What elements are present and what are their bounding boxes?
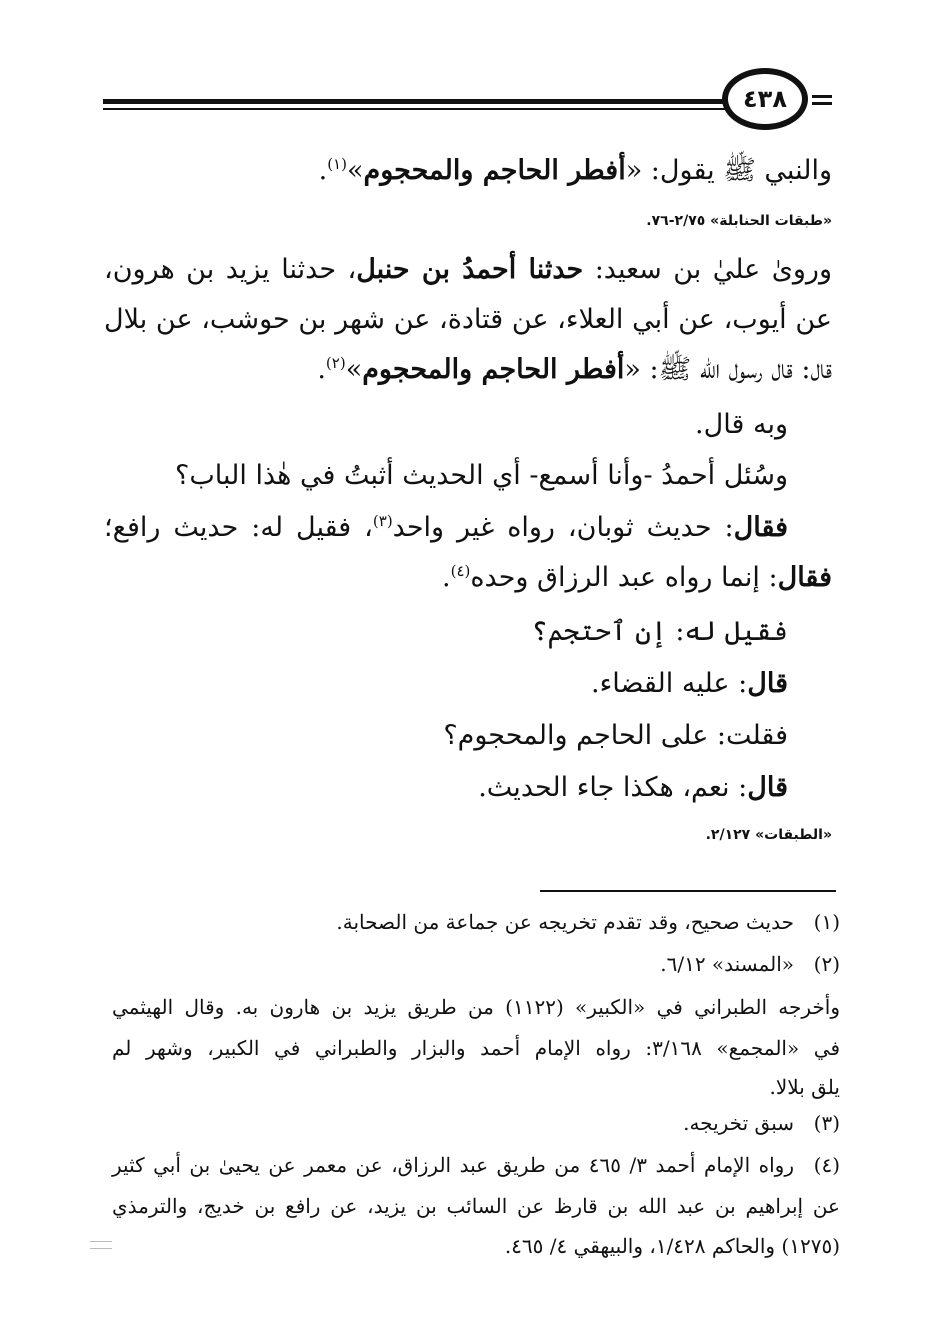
text-line-7: فقال: حديث ثوبان، رواه غير واحد$^{(٣)}$، فقيل له: حديث رافع؛ — [104, 512, 789, 543]
header-rule-right-lower — [812, 102, 832, 105]
footnote-2-line-1: وأخرجه الطبراني في «الكبير» (١١٢٢) من طريق يزيد بن هارون به. وقال الهيثمي — [112, 995, 840, 1019]
footnote-2-number: (٢) — [813, 952, 840, 976]
footnote-3-text: سبق تخريجه. — [683, 1111, 794, 1135]
text-line-2: وروىٰ عليٰ بن سعيد: حدثنا أحمدُ بن حنبل، حدثنا يزيد بن هرون، — [104, 254, 832, 285]
footnote-2-line-2: في «المجمع» ٣/١٦٨: رواه الإمام أحمد والبزار والطبراني في الكبير، وشهر لم — [112, 1036, 841, 1060]
text-line-5: وبه قال. — [695, 409, 788, 440]
footnote-4-line-2: عن إبراهيم بن عبد الله بن قارظ عن السائب بن يزيد، عن رافع بن خديج، والترمذي — [112, 1194, 840, 1218]
footnote-4-line-3: (١٢٧٥) والحاكم ١/٤٢٨، والبيهقي ٤/ ٤٦٥. — [504, 1234, 840, 1258]
text-line-9: فقيل له: إن ٱحتجم؟ — [531, 616, 788, 647]
text-line-1: والنبي ﷺ يقول: «أفطر الحاجم والمحجوم»$^{(١)}$. — [318, 155, 832, 186]
text-line-10: قال: عليه القضاء. — [590, 668, 788, 699]
text-line-8: فقال: إنما رواه عبد الرزاق وحده$^{(٤)}$. — [442, 562, 832, 593]
text-line-6: وسُئل أحمدُ -وأنا أسمع- أي الحديث أثبتُ في هٰذا الباب؟ — [175, 460, 788, 491]
header-rule-thick — [103, 99, 726, 104]
text-line-3: عن أيوب، عن أبي العلاء، عن قتادة، عن شهر بن حوشب، عن بلال — [104, 304, 832, 335]
text-line-11: فقلت: على الحاجم والمحجوم؟ — [443, 720, 788, 751]
header-rule-right-upper — [812, 95, 832, 98]
footnote-1-number: (١) — [813, 910, 840, 934]
footnote-4-line-1: رواه الإمام أحمد ٣/ ٤٦٥ من طريق عبد الرزاق، عن معمر عن يحيىٰ بن أبي كثير — [112, 1153, 794, 1177]
source-reference-1: «طبقات الحنابلة» ٢/٧٥-٧٦. — [646, 213, 832, 229]
source-reference-2: «الطبقات» ٢/١٢٧. — [705, 827, 832, 843]
text-line-12: قال: نعم، هكذا جاء الحديث. — [478, 772, 788, 803]
scan-margin-mark — [90, 1241, 112, 1249]
footnote-2-text: «المسند» ٦/١٢. — [660, 952, 794, 976]
footnote-4-number: (٤) — [813, 1153, 840, 1177]
footnote-separator — [540, 890, 836, 892]
footnote-2-line-3: يلق بلالا. — [769, 1075, 840, 1099]
text-line-4: قال: قال رسول الله ﷺ: «أفطر الحاجم والمحجوم»$^{(٢)}$. — [317, 354, 832, 385]
footnote-1-text: حديث صحيح، وقد تقدم تخريجه عن جماعة من الصحابة. — [336, 910, 794, 934]
footnote-3-number: (٣) — [813, 1111, 840, 1135]
header-rule-thin — [103, 108, 726, 110]
page-number-badge — [722, 68, 808, 130]
page-number: ٤٣٨ — [743, 85, 787, 113]
